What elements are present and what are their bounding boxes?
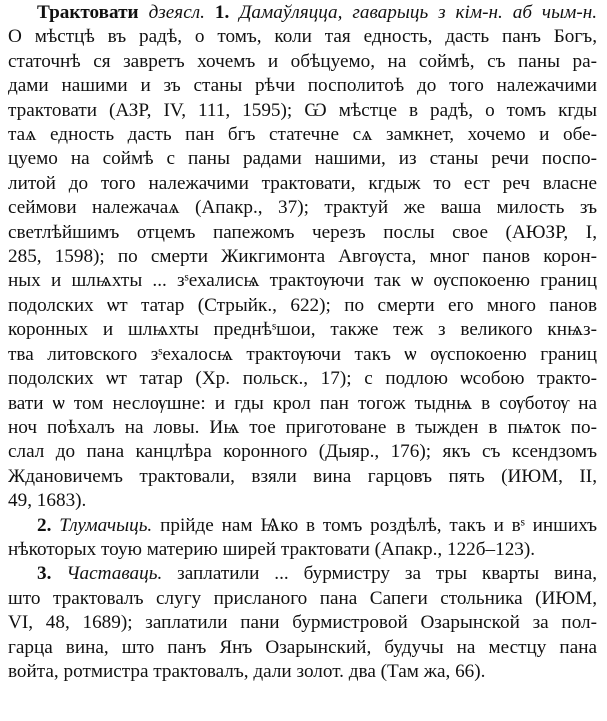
text-line: ных и шлѩхты ... зˢехалисѩ трактѹючи так ѡ ѹспокоеню границ [8,270,597,292]
headword: Трактовати [37,2,139,23]
text-line: войта, ротмистра трактовалъ, дали золот. два (Там жа, 66). [8,660,486,682]
part-of-speech: дзеясл. [148,2,205,23]
text-line: што трактовалъ слугу присланого пана Сапеги стольника (ИЮМ, [8,587,597,609]
text-line: ноч поѣхалъ на ловы. Иѩ тое приготоване в тыжден в пѩток по- [8,416,597,438]
text-line: нѣкоторых тоую материю ширей трактовати (Апакр., 122б–123). [8,538,536,560]
text-line: подолских ѡт татар (Стрыйк., 622); по смерти его много панов [8,294,597,316]
sense-gloss: Дамаўляцца, гаварыць з кім-н. аб чым-н. [239,2,598,23]
text-line: дами нашими и зъ станы рѣчи посполитоѣ до того належачими [8,75,597,97]
text-line: гарца вина, што панъ Янъ Озарынский, будучы на местцу пана [8,636,597,658]
text-line: тва литовского зˢехалосѩ трактѹючи такъ ѡ ѹспокоеню границ [8,343,597,365]
sense-gloss: Тлумачыць. [59,514,153,536]
sense-header-line [8,562,597,586]
sense-3 [8,562,597,684]
sense-number: 3. [37,563,52,585]
text-line: светлѣйшимъ отцемъ папежомъ черезъ послы свое (АЮЗР, І, [8,221,597,243]
text-line: VI, 48, 1689); заплатили пани бурмистровой Озарынской за пол- [8,612,597,634]
text-line: коронных и шлѩхты преднѣˢшои, также теж з великого кнѩз- [8,319,597,341]
sense-gloss: Частаваць. [66,563,163,585]
sense-header-line [8,514,597,538]
text-line: подолских ѡт татар (Хр. польск., 17); с подлою ѡсобою тракто- [8,368,597,390]
text-line: таѧ едность дасть пан бгъ статечне сѧ замкнет, хочемо и обе- [8,124,597,146]
sense-number: 2. [37,514,52,536]
entry-header-line [8,1,597,25]
sense-2 [8,514,597,563]
sense-number: 1. [214,2,230,23]
text-fragment: заплатили ... бурмистру за тры кварты вина, [177,563,598,585]
sense-1 [8,1,597,514]
text-fragment: прійде нам Ѩко в томъ роздѣлѣ, такъ и вˢ иншихъ [160,514,598,536]
text-line: слал до пана канцлѣра коронного (Дыяр., 176); якъ съ ксендзомъ [8,441,597,463]
text-line: трактовати (АЗР, IV, 111, 1595); Ѡ мѣстце в радѣ, о томъ кгды [8,99,597,121]
text-line: О мѣстцѣ въ радѣ, о томъ, коли тая едность, дасть панъ Богъ, [8,26,597,48]
text-line: 285, 1598); по смерти Жикгимонта Авгѹста, мног панов корон- [8,246,597,268]
text-line: сеймови належачаѧ (Апакр., 37); трактуй же ваша милость зъ [8,197,597,219]
text-line: статочнѣ ся завретъ хочемъ и обѣцуемо, на соймѣ, съ паны ра- [8,50,597,72]
text-line: вати ѡ том неслѹшне: и гды крол пан тогож тыднѩ в сѹботѹ на [8,392,597,414]
text-line: Ждановичемъ трактовали, взяли вина гарцовъ пять (ИЮМ, II, [8,465,597,487]
text-line: цуемо на соймѣ с паны радами нашими, из станы речи поспо- [8,148,597,170]
text-line: 49, 1683). [8,490,87,512]
text-line: литой до того належачими трактовати, кгдыж то ест реч власне [8,172,597,194]
